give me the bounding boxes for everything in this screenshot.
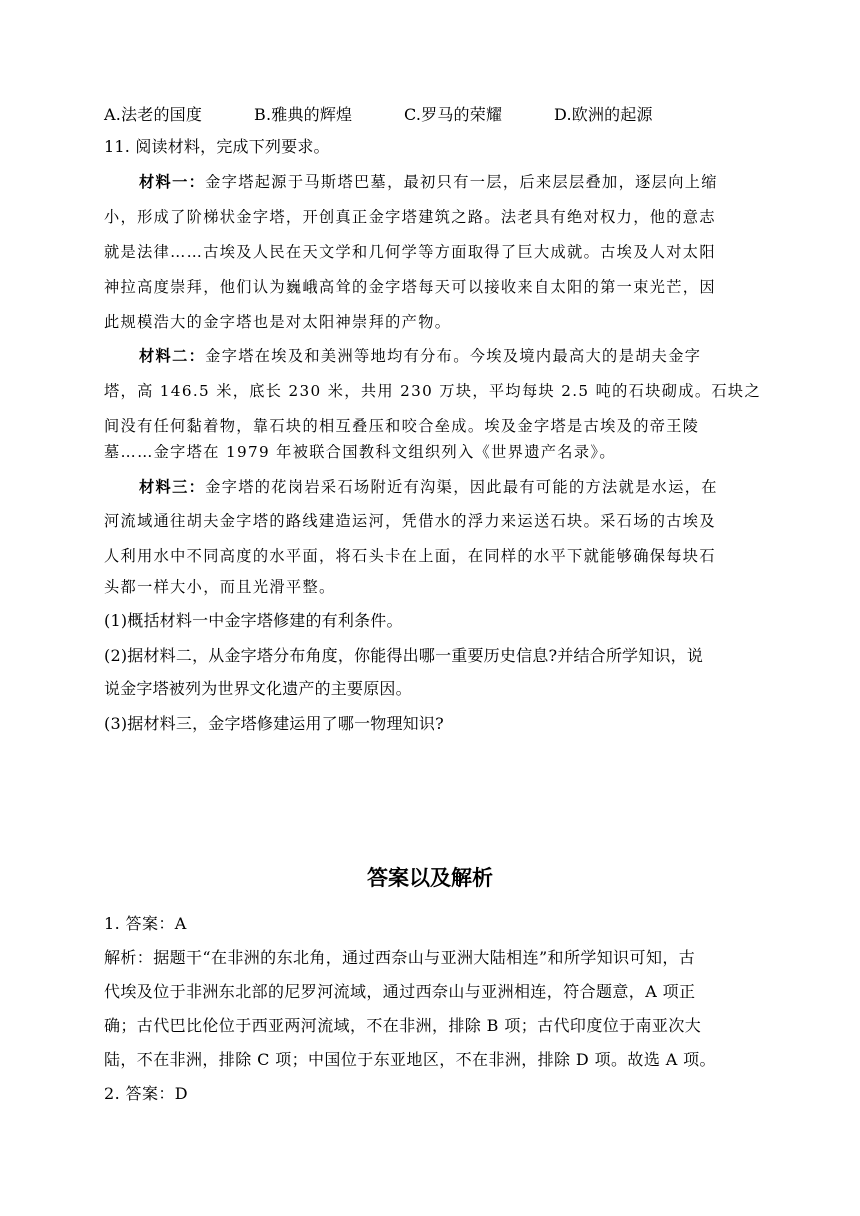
question-11-stem: 11. 阅读材料，完成下列要求。 [104, 137, 330, 156]
material-1-line-4: 神拉高度崇拜，他们认为巍峨高耸的金字塔每天可以接收来自太阳的第一束光芒，因 [104, 278, 716, 296]
option-c: C.罗马的荣耀 [404, 105, 503, 124]
answer-1-analysis-line-1: 解析：据题干“在非洲的东北角，通过西奈山与亚洲大陆相连”和所学知识可知，古 [104, 948, 696, 967]
material-3-line-2: 河流域通往胡夫金字塔的路线建造运河，凭借水的浮力来运送石块。采石场的古埃及 [104, 512, 716, 530]
material-3-label: 材料三： [139, 478, 206, 496]
option-d: D.欧洲的起源 [554, 105, 653, 124]
material-2-line-2: 塔，高 146.5 米，底长 230 米，共用 230 万块，平均每块 2.5 吨的石块砌成。石块之 [104, 382, 761, 400]
sub-question-2-line-2: 说金字塔被列为世界文化遗产的主要原因。 [104, 679, 412, 698]
answer-1-analysis-line-3: 确；古代巴比伦位于西亚两河流域，不在非洲，排除 B 项；古代印度位于南亚次大 [104, 1016, 702, 1035]
material-1-line-1 [139, 165, 718, 199]
material-3-line-4: 头都一样大小，而且光滑平整。 [104, 578, 336, 596]
answer-options-row [104, 98, 764, 132]
material-3-line-3: 人利用水中不同高度的水平面，将石头卡在上面，在同样的水平下就能够确保每块石 [104, 547, 716, 565]
answer-1: 1. 答案：A [104, 914, 187, 933]
material-1-line-3: 就是法律……古埃及人民在天文学和几何学等方面取得了巨大成就。古埃及人对太阳 [104, 243, 716, 261]
answer-1-analysis-line-4: 陆，不在非洲，排除 C 项；中国位于东亚地区，不在非洲，排除 D 项。故选 A 项。 [104, 1050, 716, 1069]
material-1-label: 材料一： [139, 173, 206, 191]
material-3-line-1 [139, 470, 718, 504]
option-b: B.雅典的辉煌 [254, 105, 353, 124]
material-2-label: 材料二： [139, 347, 206, 365]
sub-question-2-line-1: (2)据材料二，从金字塔分布角度，你能得出哪一重要历史信息?并结合所学知识，说 [104, 646, 704, 665]
answers-heading: 答案以及解析 [367, 866, 493, 890]
sub-question-1: (1)概括材料一中金字塔修建的有利条件。 [104, 611, 403, 630]
answer-1-analysis-line-2: 代埃及位于非洲东北部的尼罗河流域，通过西奈山与亚洲相连，符合题意，A 项正 [104, 982, 696, 1001]
material-3-text: 金字塔的花岗岩采石场附近有沟渠，因此最有可能的方法就是水运，在 [205, 478, 718, 496]
material-2-line-4: 墓……金字塔在 1979 年被联合国教科文组织列入《世界遗产名录》。 [104, 443, 616, 461]
material-1-line-2: 小，形成了阶梯状金字塔，开创真正金字塔建筑之路。法老具有绝对权力，他的意志 [104, 208, 716, 226]
material-1-line-5: 此规模浩大的金字塔也是对太阳神崇拜的产物。 [104, 313, 452, 331]
option-a: A.法老的国度 [104, 105, 203, 124]
sub-question-3: (3)据材料三，金字塔修建运用了哪一物理知识? [104, 714, 444, 733]
material-2-line-3: 间没有任何黏着物，靠石块的相互叠压和咬合垒成。埃及金字塔是古埃及的帝王陵 [104, 417, 700, 435]
material-1-text: 金字塔起源于马斯塔巴墓，最初只有一层，后来层层叠加，逐层向上缩 [205, 173, 718, 191]
material-2-text: 金字塔在埃及和美洲等地均有分布。今埃及境内最高大的是胡夫金字 [205, 347, 702, 365]
answer-2: 2. 答案：D [104, 1084, 188, 1103]
material-2-line-1 [139, 339, 701, 373]
